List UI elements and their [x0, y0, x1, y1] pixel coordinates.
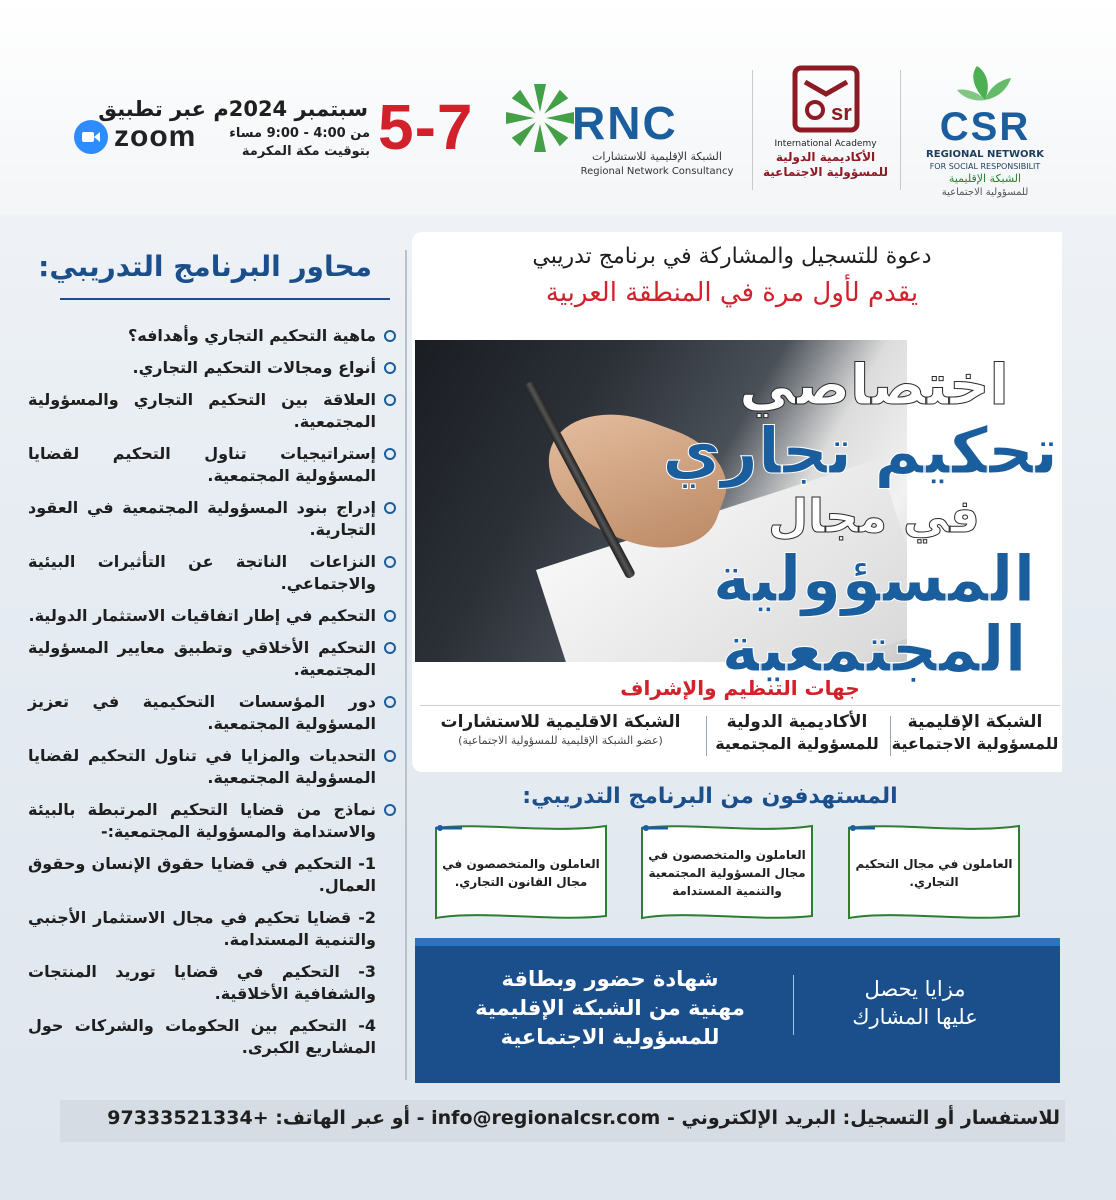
- target-card: [432, 822, 610, 922]
- target-card-text: العاملون والمتخصصون في مجال القانون التجاري.: [442, 857, 600, 889]
- zoom-badge: [74, 120, 208, 154]
- list-item: [28, 443, 398, 487]
- target-card-text: العاملون في مجال التحكيم التجاري.: [855, 857, 1013, 889]
- date-time-line: من 4:00 - 9:00 مساء: [229, 126, 370, 141]
- list-item-text: التحكيم في إطار اتفاقيات الاستثمار الدولية.: [28, 606, 376, 625]
- list-item-text: إدراج بنود المسؤولية المجتمعية في العقود التجارية.: [28, 498, 376, 539]
- academy-logo-ar-2: للمسؤولية الاجتماعية: [762, 165, 889, 179]
- list-item-text: نماذج من قضايا التحكيم المرتبطة بالبيئة والاستدامة والمسؤولية المجتمعية:-: [28, 800, 376, 841]
- organizers-rule: [420, 705, 1060, 706]
- list-item: [28, 389, 398, 433]
- target-card: [845, 822, 1023, 922]
- logo-divider: [900, 70, 901, 190]
- list-item-text: أنواع ومجالات التحكيم التجاري.: [132, 358, 376, 377]
- bullet-circle-icon: [384, 750, 396, 762]
- benefits-label-line-2: عليها المشارك: [852, 1005, 978, 1029]
- academy-logo-ar-1: الأكاديمية الدولية: [775, 150, 876, 164]
- rnc-logo-en: Regional Network Consultancy: [580, 166, 734, 177]
- benefits-label: [790, 975, 1040, 1031]
- academy-mark-text: sr: [830, 100, 852, 125]
- list-item: [28, 551, 398, 595]
- organizer-item: [890, 712, 1060, 754]
- invite-line: دعوة للتسجيل والمشاركة في برنامج تدريبي: [532, 244, 932, 269]
- list-item: [28, 745, 398, 789]
- benefits-label-line-1: مزايا يحصل: [864, 977, 966, 1001]
- list-item: [28, 691, 398, 735]
- organizer-item: [708, 712, 886, 754]
- axes-title-rule: [60, 298, 390, 300]
- date-month-line: سبتمبر 2024م عبر تطبيق: [98, 97, 368, 121]
- bullet-circle-icon: [384, 502, 396, 514]
- csr-logo-ar-1: الشبكة الإقليمية: [948, 172, 1022, 185]
- target-card-text: العاملون والمتخصصون في مجال المسؤولية المجتمعية والتنمية المستدامة: [648, 848, 806, 898]
- rnc-logo-text: RNC: [572, 97, 678, 149]
- bullet-circle-icon: [384, 556, 396, 568]
- axes-title: محاور البرنامج التدريبي:: [38, 250, 372, 283]
- list-item-text: دور المؤسسات التحكيمية في تعزيز المسؤولية المجتمعية.: [28, 692, 376, 733]
- benefits-separator: [793, 975, 794, 1035]
- organizers-title: جهات التنظيم والإشراف: [620, 676, 860, 700]
- academy-mark-icon: [791, 64, 861, 134]
- benefits-text-line-1: شهادة حضور وبطاقة: [501, 967, 719, 991]
- benefits-text-line-2: مهنية من الشبكة الإقليمية: [475, 996, 745, 1020]
- title-line-1: اختصاصي: [739, 353, 1009, 418]
- csr-logo-ar-2: للمسؤولية الاجتماعية: [941, 187, 1029, 198]
- csr-logo-en-2: FOR SOCIAL RESPONSIBILIT: [929, 162, 1041, 171]
- invite-highlight: يقدم لأول مرة في المنطقة العربية: [545, 278, 919, 308]
- csr-logo-en-1: REGIONAL NETWORK: [926, 149, 1044, 160]
- list-subitem: 3- التحكيم في قضايا توريد المنتجات والشفافية الأخلاقية.: [28, 962, 376, 1003]
- title-line-2: تحكيم تجاري: [662, 415, 1058, 489]
- organizer-name-2: للمسؤولية المجتمعية: [715, 734, 879, 753]
- title-line-5: المجتمعية: [721, 613, 1027, 687]
- logo-divider: [752, 70, 753, 190]
- list-subitem: 4- التحكيم بين الحكومات والشركات حول المشاريع الكبرى.: [28, 1016, 376, 1057]
- list-item-text: ماهية التحكيم التجاري وأهدافه؟: [127, 326, 376, 345]
- rnc-logo: [500, 78, 745, 188]
- list-item-text: التحديات والمزايا في تناول التحكيم لقضايا المسؤولية المجتمعية.: [28, 746, 376, 787]
- academy-logo-en: International Academy: [774, 139, 877, 149]
- bullet-circle-icon: [384, 804, 396, 816]
- list-subitem: 1- التحكيم في قضايا حقوق الإنسان وحقوق العمال.: [28, 854, 376, 895]
- target-card: [638, 822, 816, 922]
- column-divider: [405, 250, 407, 1080]
- list-item: [28, 605, 398, 627]
- bullet-circle-icon: [384, 394, 396, 406]
- csr-logo: [905, 62, 1065, 212]
- contact-line: للاستفسار أو التسجيل: البريد الإلكتروني - info@regionalcsr.com - أو عبر الهاتف: +97333521334: [107, 1107, 1060, 1129]
- list-item: [28, 799, 398, 843]
- date-days: 5-7: [378, 91, 474, 163]
- targets-title: المستهدفون من البرنامج التدريبي:: [522, 784, 898, 809]
- organizer-name: الأكاديمية الدولية: [726, 712, 868, 732]
- axes-list: [28, 325, 398, 1069]
- bullet-circle-icon: [384, 362, 396, 374]
- rnc-flower-icon: [500, 78, 580, 158]
- list-item-text: العلاقة بين التحكيم التجاري والمسؤولية المجتمعية.: [28, 390, 376, 431]
- list-item-text: التحكيم الأخلاقي وتطبيق معايير المسؤولية المجتمعية.: [28, 638, 376, 679]
- organizer-separator: [890, 716, 891, 756]
- list-item-text: النزاعات الناتجة عن التأثيرات البيئية والاجتماعي.: [28, 552, 376, 593]
- list-item: [28, 637, 398, 681]
- benefits-top-band: [415, 938, 1060, 946]
- organizer-name: الشبكة الإقليمية: [907, 712, 1043, 732]
- bullet-circle-icon: [384, 330, 396, 342]
- program-title: [662, 353, 1058, 687]
- camera-icon: [74, 120, 108, 154]
- date-timezone-line: بتوقيت مكة المكرمة: [241, 144, 370, 159]
- list-item-text: إستراتيجيات تناول التحكيم لقضايا المسؤولية المجتمعية.: [28, 444, 376, 485]
- organizer-name-2: للمسؤولية الاجتماعية: [891, 734, 1059, 753]
- academy-logo: [758, 64, 893, 204]
- title-line-4: المسؤولية: [712, 543, 1036, 617]
- bullet-circle-icon: [384, 696, 396, 708]
- organizer-note: (عضو الشبكة الإقليمية للمسؤولية الاجتماعية): [458, 734, 663, 747]
- organizer-separator: [706, 716, 707, 756]
- benefits-text-line-3: للمسؤولية الاجتماعية: [500, 1025, 720, 1049]
- zoom-label: zoom: [114, 120, 197, 153]
- list-item: [28, 325, 398, 347]
- list-item: [28, 497, 398, 541]
- organizer-name: الشبكة الاقليمية للاستشارات: [440, 712, 681, 732]
- bullet-circle-icon: [384, 642, 396, 654]
- bullet-circle-icon: [384, 610, 396, 622]
- organizer-item: [418, 712, 703, 749]
- title-line-3: في مجال: [768, 489, 980, 543]
- csr-logo-text: CSR: [939, 105, 1031, 149]
- bullet-circle-icon: [384, 448, 396, 460]
- rnc-logo-ar: الشبكة الإقليمية للاستشارات: [592, 150, 722, 163]
- list-subitem: 2- قضايا تحكيم في مجال الاستثمار الأجنبي والتنمية المستدامة.: [28, 908, 376, 949]
- benefits-text: [440, 965, 780, 1052]
- leaf-icon: [955, 62, 1015, 102]
- list-item: [28, 357, 398, 379]
